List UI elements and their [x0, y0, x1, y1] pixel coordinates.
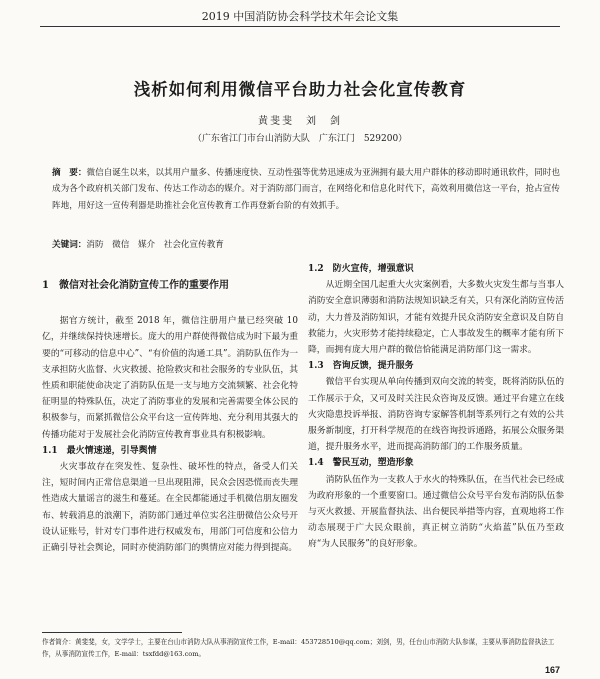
section-1-4-heading: 1.4 警民互动，塑造形象 — [308, 458, 414, 469]
footnote-rule — [42, 632, 182, 633]
abstract — [52, 165, 560, 214]
keywords-label: 关键词： — [52, 240, 87, 250]
section-1-3-heading: 1.3 咨询反馈，提升服务 — [308, 361, 414, 372]
abstract-label: 摘 要： — [52, 168, 87, 178]
authors: 黄斐斐 刘 剑 — [258, 116, 342, 127]
keywords-text: 消防 微信 媒介 社会化宣传教育 — [86, 240, 224, 250]
section-1-1-heading: 1.1 最火情速递，引导舆情 — [42, 445, 157, 456]
abstract-text: 微信自诞生以来，以其用户量多、传播速度快、互动性强等优势迅速成为亚洲拥有最大用户群体的移动即时通讯软件，同时也成为各个政府机关部门发布、传达工作动态的媒介。对于消防部门而言，在网络化和信息化时代下，高效利用微信这一平台，抢占宣传阵地，用好这一宣传利器是助推社会化宣传教育工作再登新台阶的有效抓手。 — [52, 168, 560, 211]
section-1-2-heading: 1.2 防火宣传，增强意识 — [308, 264, 414, 274]
page-number: 167 — [544, 665, 560, 675]
affiliation: （广东省江门市台山消防大队 广东江门 529200） — [192, 134, 408, 144]
author-footnote: 作者简介：黄斐斐，女，文学学士，主要在台山市消防大队从事消防宣传工作，E-mail：453728510@qq.com；刘剑，男，任台山市消防大队参谋，主要从事消防监督执法工作，从事消防宣传工作，E-mail：tsxfdd@163.com。 — [42, 638, 555, 659]
section-1-4-paragraph: 消防队伍作为一支救人于水火的特殊队伍，在当代社会已经成为政府形象的一个重要窗口。通过微信公众号平台发布消防队伍参与灭火救援、开展监督执法、出台便民举措等内容，直观地将工作动态展现于广大民众眼前，真正树立消防“火焰蓝”队伍乃至政府“为人民服务”的良好形象。 — [308, 474, 564, 550]
paper-title: 浅析如何利用微信平台助力社会化宣传教育 — [133, 80, 467, 99]
keywords — [52, 237, 560, 253]
section-1-paragraph: 据官方统计，截至 2018 年，微信注册用户量已经突破 10 亿，并继续保持快速增长。庞大的用户群使得微信成为时下最为重要的“可移动的信息中心”、“有价值的沟通工具”。消防队伍作为一支承担防火监督、火灾救援、抢险救灾和社会服务的专业队伍，其性质和职能使命决定了消防队伍是一支与地方交流频繁、社会化特征明显的特殊队伍，决定了消防事业的发展和完善需要全体公民的积极参与，而紧抓微信公众平台这一宣传阵地、充分利用其强大的传播功能对于发展社会化消防宣传教育事业具有积极影响。 — [42, 316, 298, 440]
left-column — [42, 261, 298, 556]
section-1-2-paragraph: 从近期全国几起重大火灾案例看，大多数火灾发生都与当事人消防安全意识薄弱和消防法规知识缺乏有关，只有深化消防宣传活动，大力普及消防知识，才能有效提升民众消防安全意识及自防自救能力，火灾形势才能持续稳定，亡人事故发生的概率才能有所下降，而拥有庞大用户群的微信恰能满足消防部门这一需求。 — [308, 280, 564, 356]
section-1-1-paragraph: 火灾事故存在突发性、复杂性、破坏性的特点，备受人们关注，短时间内正常信息渠道一旦出现阻滞，民众会因恐慌而丧失理性造成大量谣言的滋生和蔓延。在全民都能通过手机微信朋友圈发布、转载消息的浪潮下，消防部门通过单位实名注册微信公众号开设认证账号，针对专门事件进行权威发布，用部门可信度和公信力正确引导社会舆论，同时亦使消防部门的舆情应对能力得到提高。 — [42, 462, 298, 554]
header-rule — [40, 26, 560, 27]
running-header: 2019 中国消防协会科学技术年会论文集 — [201, 10, 399, 23]
right-column — [308, 261, 564, 553]
section-1-heading: 1 微信对社会化消防宣传工作的重要作用 — [42, 280, 229, 291]
section-1-3-paragraph: 微信平台实现从单向传播到双向交流的转变，既将消防队伍的工作展示于众，又可及时关注民众咨询及反馈。通过平台建立在线火灾隐患投诉举报、消防咨询专家解答机制等系列行之有效的公共服务新制度，打开科学规范的在线咨询投诉通路，拓展公众服务渠道，提升服务水平，进而提高消防部门的工作服务质量。 — [308, 377, 564, 453]
